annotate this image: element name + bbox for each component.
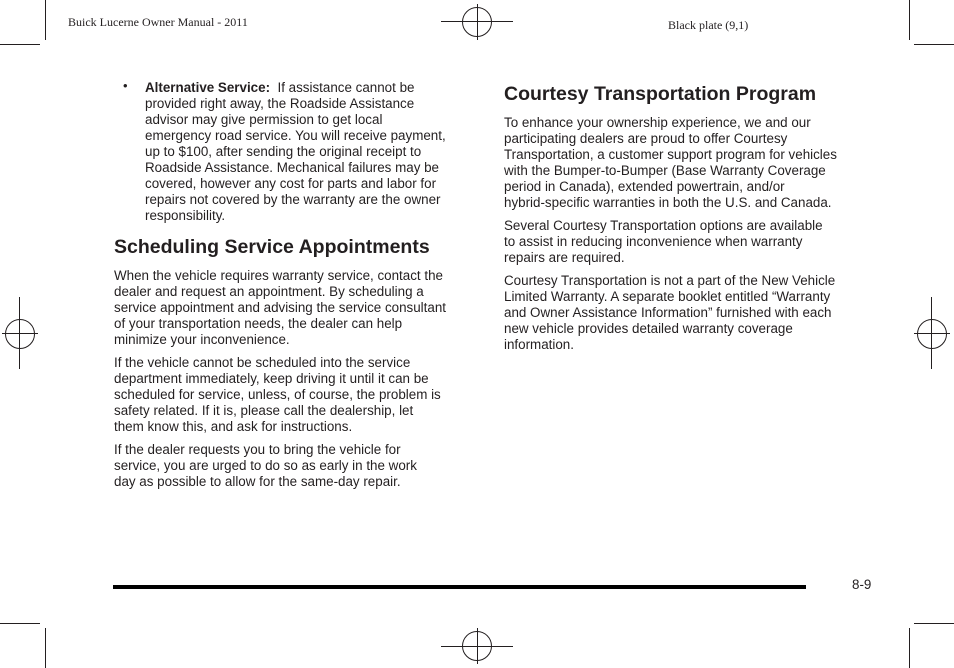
footer-rule xyxy=(113,585,806,589)
bullet-term: Alternative Service: xyxy=(145,80,271,95)
bullet-marker: • xyxy=(123,78,128,93)
section-heading-courtesy-transportation: Courtesy Transportation Program xyxy=(504,83,817,105)
right-column xyxy=(504,82,884,360)
alternative-service-bullet: • Alternative Service: If assistance cannot be provided right away, the Roadside Assistance advisor may give permission to get local emergency road service. You will receive payment, up to $100, after sending the original receipt to Roadside Assistance. Mechanical failures may be covered, however any cost for parts and labor for repairs not covered by the warranty are the owner responsibility. xyxy=(123,78,446,223)
page-number: 8-9 xyxy=(852,577,872,592)
paragraph: To enhance your ownership experience, we and our participating dealers are proud to offer Courtesy Transportation, a customer support program for vehicles with the Bumper-to-Bumper (Base Warranty Coverage period in Canada), extended powertrain, and/or hybrid-specific warranties in both the U.S. and Canada. xyxy=(504,115,837,210)
section-heading-scheduling: Scheduling Service Appointments xyxy=(114,236,430,258)
paragraph: Several Courtesy Transportation options are available to assist in reducing inconvenience when warranty repairs are required. xyxy=(504,218,823,265)
paragraph: When the vehicle requires warranty service, contact the dealer and request an appointment. By scheduling a service appointment and advising the service consultant of your transportation needs, the dealer can help minimize your inconvenience. xyxy=(114,268,446,347)
paragraph: Courtesy Transportation is not a part of the New Vehicle Limited Warranty. A separate booklet entitled “Warranty and Owner Assistance Information” furnished with each new vehicle provides detailed warranty coverage information. xyxy=(504,273,836,352)
manual-title: Buick Lucerne Owner Manual - 2011 xyxy=(68,15,248,29)
paragraph: If the dealer requests you to bring the vehicle for service, you are urged to do so as early in the work day as possible to allow for the same-day repair. xyxy=(114,442,417,489)
left-column xyxy=(114,80,484,497)
plate-label: Black plate (9,1) xyxy=(668,18,749,32)
paragraph: If the vehicle cannot be scheduled into the service department immediately, keep driving it until it can be scheduled for service, unless, of course, the problem is safety related. If it is, please call the dealership, let them know this, and ask for instructions. xyxy=(114,355,441,434)
